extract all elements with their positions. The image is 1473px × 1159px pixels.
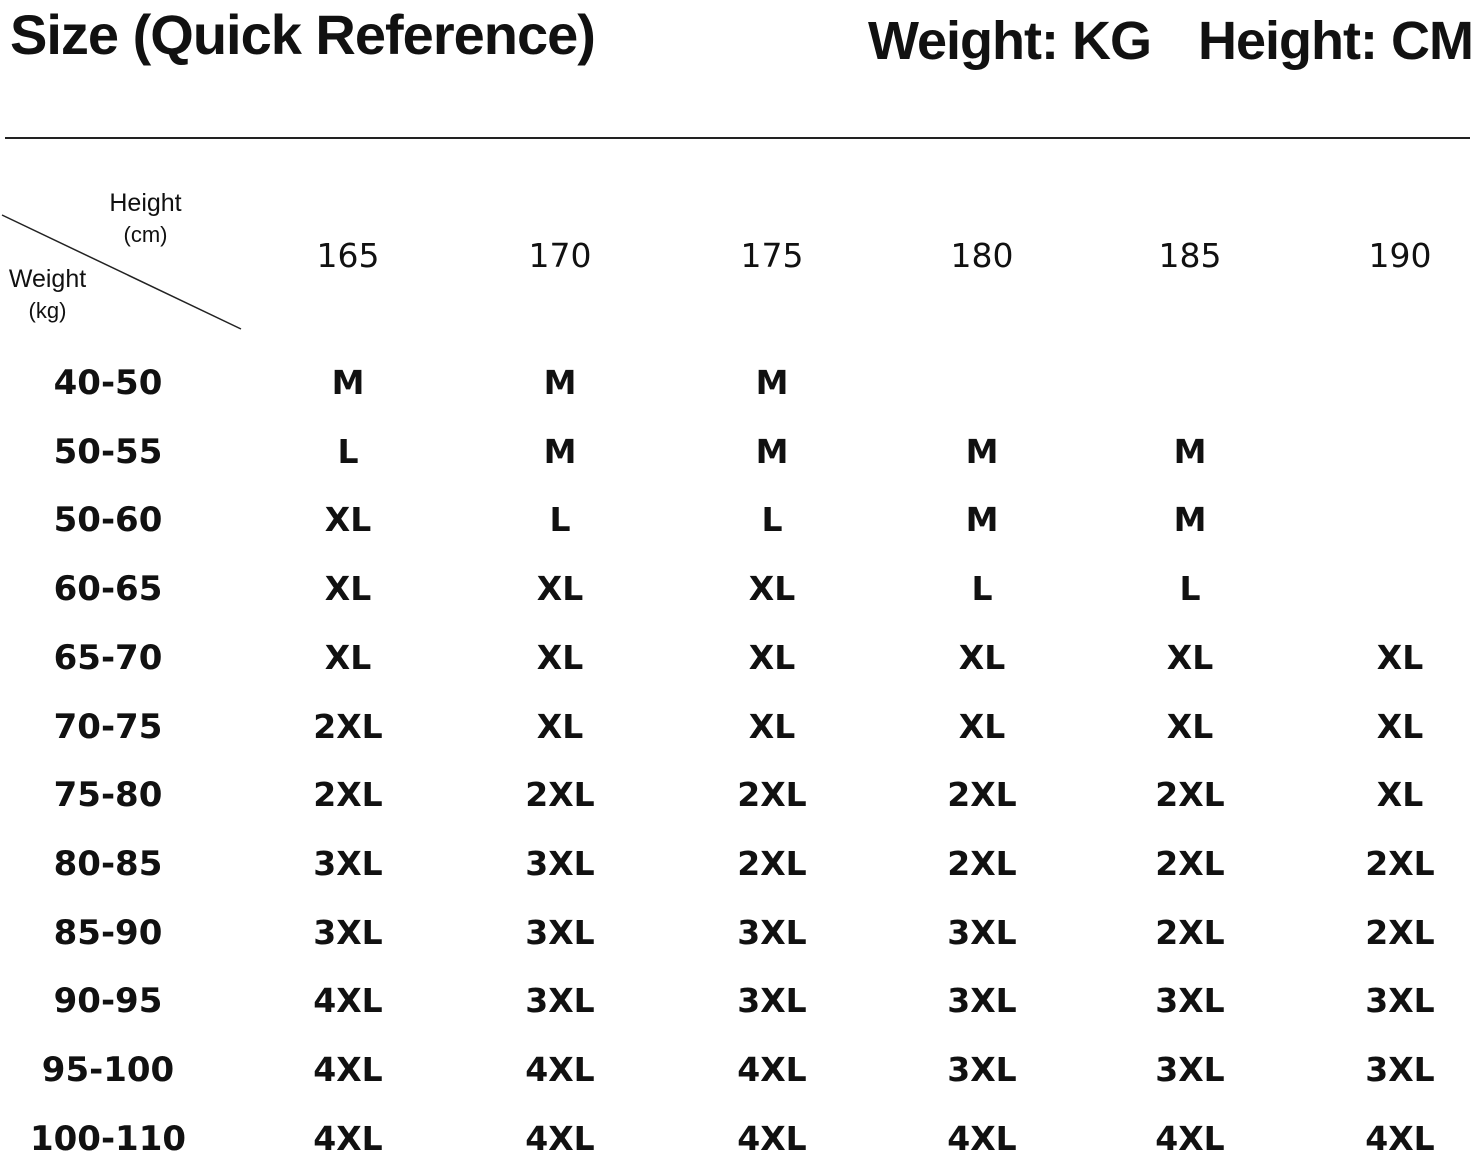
row-header-weight: 40-50: [53, 363, 163, 403]
page-title: Size (Quick Reference): [10, 3, 595, 66]
size-cell: XL: [324, 638, 372, 677]
size-cell: L: [337, 432, 359, 471]
size-cell: XL: [536, 638, 584, 677]
size-cell: 3XL: [1365, 1050, 1435, 1089]
corner-height-unit: (cm): [123, 222, 168, 247]
row-header-weight: 50-60: [53, 500, 163, 540]
size-cell: M: [755, 363, 789, 402]
size-cell: 2XL: [1155, 844, 1225, 883]
size-cell: 4XL: [1365, 1119, 1435, 1158]
row-header-weight: 70-75: [53, 707, 163, 747]
size-cell: 4XL: [947, 1119, 1017, 1158]
header-divider: [5, 137, 1470, 139]
size-cell: M: [755, 432, 789, 471]
size-cell: XL: [748, 569, 796, 608]
size-cell: M: [1173, 432, 1207, 471]
size-cell: 4XL: [525, 1050, 595, 1089]
weight-unit-label: Weight: KG: [868, 11, 1151, 71]
size-cell: XL: [1166, 707, 1214, 746]
row-header-weight: 100-110: [29, 1119, 187, 1159]
row-header-weight: 50-55: [53, 432, 163, 472]
size-cell: L: [761, 500, 783, 539]
size-cell: XL: [1376, 775, 1424, 814]
corner-weight-text: Weight: [8, 265, 87, 293]
size-cell: 3XL: [1155, 1050, 1225, 1089]
size-cell: 3XL: [947, 913, 1017, 952]
table-corner-header: [0, 185, 250, 335]
size-cell: 4XL: [737, 1119, 807, 1158]
size-cell: 2XL: [313, 775, 383, 814]
size-cell: XL: [958, 707, 1006, 746]
row-header-weight: 65-70: [53, 638, 163, 678]
corner-height-label: [98, 187, 193, 251]
size-cell: 2XL: [737, 844, 807, 883]
column-header-height: 175: [740, 236, 804, 275]
size-cell: XL: [1376, 638, 1424, 677]
size-cell: 3XL: [313, 844, 383, 883]
size-cell: 2XL: [947, 844, 1017, 883]
size-cell: 3XL: [525, 913, 595, 952]
size-cell: M: [965, 432, 999, 471]
size-cell: 2XL: [1365, 844, 1435, 883]
row-header-weight: 90-95: [53, 981, 163, 1021]
size-cell: 4XL: [313, 981, 383, 1020]
size-cell: XL: [1166, 638, 1214, 677]
size-cell: 3XL: [1155, 981, 1225, 1020]
row-header-weight: 60-65: [53, 569, 163, 609]
size-cell: 4XL: [313, 1119, 383, 1158]
size-cell: 3XL: [947, 981, 1017, 1020]
size-cell: 4XL: [313, 1050, 383, 1089]
size-cell: 4XL: [1155, 1119, 1225, 1158]
size-cell: L: [1179, 569, 1201, 608]
size-cell: 2XL: [1365, 913, 1435, 952]
size-cell: 3XL: [947, 1050, 1017, 1089]
size-cell: XL: [536, 707, 584, 746]
column-header-height: 185: [1158, 236, 1222, 275]
size-cell: XL: [958, 638, 1006, 677]
column-header-height: 165: [316, 236, 380, 275]
column-header-height: 180: [950, 236, 1014, 275]
size-cell: XL: [324, 569, 372, 608]
size-cell: 2XL: [525, 775, 595, 814]
row-header-weight: 80-85: [53, 844, 163, 884]
size-cell: 4XL: [525, 1119, 595, 1158]
size-cell: M: [543, 363, 577, 402]
size-cell: M: [1173, 500, 1207, 539]
size-cell: M: [965, 500, 999, 539]
corner-weight-label: [0, 263, 95, 327]
corner-height-text: Height: [109, 189, 182, 217]
row-header-weight: 75-80: [53, 775, 163, 815]
size-cell: 3XL: [525, 981, 595, 1020]
size-cell: 2XL: [1155, 913, 1225, 952]
column-header-height: 190: [1368, 236, 1432, 275]
size-cell: 3XL: [525, 844, 595, 883]
column-header-height: 170: [528, 236, 592, 275]
size-cell: M: [543, 432, 577, 471]
row-header-weight: 85-90: [53, 913, 163, 953]
size-cell: XL: [536, 569, 584, 608]
size-cell: L: [971, 569, 993, 608]
size-cell: 3XL: [737, 913, 807, 952]
row-header-weight: 95-100: [41, 1050, 175, 1090]
size-cell: 3XL: [737, 981, 807, 1020]
corner-weight-unit: (kg): [28, 298, 67, 323]
size-cell: XL: [324, 500, 372, 539]
size-cell: 2XL: [1155, 775, 1225, 814]
size-cell: 2XL: [947, 775, 1017, 814]
size-cell: XL: [748, 638, 796, 677]
size-cell: XL: [1376, 707, 1424, 746]
height-unit-label: Height: CM: [1198, 11, 1473, 71]
size-cell: 3XL: [313, 913, 383, 952]
size-cell: M: [331, 363, 365, 402]
size-cell: 4XL: [737, 1050, 807, 1089]
size-cell: XL: [748, 707, 796, 746]
size-cell: 2XL: [313, 707, 383, 746]
size-cell: L: [549, 500, 571, 539]
size-cell: 2XL: [737, 775, 807, 814]
size-cell: 3XL: [1365, 981, 1435, 1020]
